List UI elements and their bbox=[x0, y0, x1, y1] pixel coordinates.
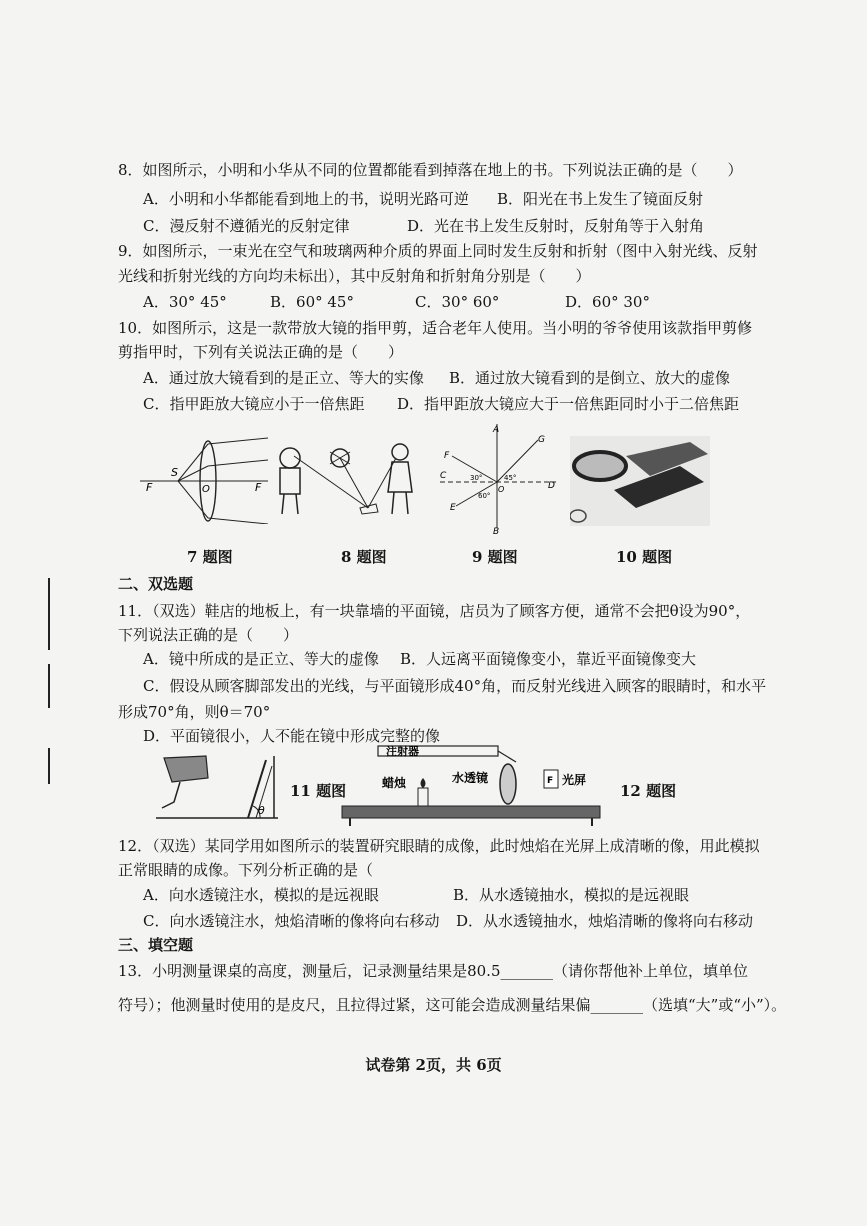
fig12-label-f: F bbox=[547, 776, 554, 786]
fig9-label-c: C bbox=[440, 471, 447, 481]
section-fill-blank: 三、填空题 bbox=[118, 936, 194, 954]
fig8-people-diagram bbox=[272, 438, 432, 522]
q10-option-a: A．通过放大镜看到的是正立、等大的实像 bbox=[143, 369, 424, 387]
q12-option-b: B．从水透镜抽水，模拟的是远视眼 bbox=[453, 886, 690, 904]
fig9-caption: 9 题图 bbox=[472, 548, 518, 566]
fig9-label-o: O bbox=[498, 485, 505, 494]
fig7-caption: 7 题图 bbox=[187, 548, 233, 566]
q9-stem-line1: 9．如图所示，一束光在空气和玻璃两种介质的界面上同时发生反射和折射（图中入射光线、反射 bbox=[118, 242, 758, 260]
q9-option-a: A．30° 45° bbox=[143, 293, 227, 311]
q8-option-d: D．光在书上发生反射时，反射角等于入射角 bbox=[407, 217, 705, 235]
fig7-label-f-left: F bbox=[146, 481, 153, 494]
margin-mark bbox=[48, 578, 50, 650]
fig9-label-e: E bbox=[450, 503, 456, 513]
q10-option-d: D．指甲距放大镜应大于一倍焦距同时小于二倍焦距 bbox=[397, 395, 740, 413]
fig12-caption: 12 题图 bbox=[620, 782, 677, 800]
q8-option-b: B．阳光在书上发生了镜面反射 bbox=[497, 190, 704, 208]
q12-option-a: A．向水透镜注水，模拟的是远视眼 bbox=[143, 886, 379, 904]
fig9-angle-60: 60° bbox=[478, 492, 491, 500]
fig9-label-f: F bbox=[444, 451, 450, 461]
fig11-theta-label: θ bbox=[258, 804, 265, 817]
fig9-label-g: G bbox=[538, 435, 545, 445]
fig9-interface-diagram bbox=[438, 422, 558, 534]
fig10-caption: 10 题图 bbox=[616, 548, 673, 566]
fig9-angle-45: 45° bbox=[504, 474, 517, 482]
q9-option-b: B．60° 45° bbox=[270, 293, 354, 311]
q11-option-d: D．平面镜很小，人不能在镜中形成完整的像 bbox=[143, 727, 441, 745]
fig12-label-lens: 水透镜 bbox=[452, 771, 489, 785]
section-double-choice: 二、双选题 bbox=[118, 575, 194, 593]
q11-option-a: A．镜中所成的是正立、等大的虚像 bbox=[143, 650, 379, 668]
fig11-mirror-diagram bbox=[150, 752, 280, 824]
q9-stem-line2: 光线和折射光线的方向均未标出），其中反射角和折射角分别是（ ） bbox=[118, 267, 591, 285]
q12-option-c: C．向水透镜注水，烛焰清晰的像将向右移动 bbox=[143, 912, 440, 930]
fig7-label-s: S bbox=[171, 466, 178, 479]
margin-mark bbox=[48, 748, 50, 784]
fig12-label-candle: 蜡烛 bbox=[382, 776, 407, 790]
fig8-caption: 8 题图 bbox=[341, 548, 387, 566]
q13-line2: 符号）；他测量时使用的是皮尺，且拉得过紧，这可能会造成测量结果偏_______（选填“大”或“小”）。 bbox=[118, 996, 787, 1014]
fig12-label-syringe: 注射器 bbox=[386, 745, 419, 758]
q11-option-c-line1: C．假设从顾客脚部发出的光线，与平面镜形成40°角，而反射光线进入顾客的眼睛时，和水平 bbox=[143, 677, 767, 695]
q12-stem-line1: 12．（双选）某同学用如图所示的装置研究眼睛的成像，此时烛焰在光屏上成清晰的像，用此模拟 bbox=[118, 837, 760, 855]
fig9-label-a: A bbox=[493, 425, 500, 435]
q13-line1: 13．小明测量课桌的高度，测量后，记录测量结果是80.5_______（请你帮他补上单位，填单位 bbox=[118, 962, 748, 980]
fig9-label-d: D bbox=[548, 481, 555, 491]
q8-option-c: C．漫反射不遵循光的反射定律 bbox=[143, 217, 350, 235]
fig7-label-o: O bbox=[202, 484, 210, 495]
q12-stem-line2: 正常眼睛的成像。下列分析正确的是（ bbox=[118, 861, 374, 879]
fig12-label-screen: 光屏 bbox=[562, 773, 587, 787]
fig9-label-b: B bbox=[493, 527, 500, 534]
page-footer: 试卷第 2页，共 6页 bbox=[365, 1056, 502, 1074]
q8-option-a: A．小明和小华都能看到地上的书，说明光路可逆 bbox=[143, 190, 469, 208]
fig7-lens-diagram bbox=[140, 436, 270, 524]
q12-option-d: D．从水透镜抽水，烛焰清晰的像将向右移动 bbox=[456, 912, 754, 930]
fig11-caption: 11 题图 bbox=[290, 782, 347, 800]
margin-mark bbox=[48, 664, 50, 708]
q9-option-c: C．30° 60° bbox=[415, 293, 500, 311]
q10-option-b: B．通过放大镜看到的是倒立、放大的虚像 bbox=[449, 369, 731, 387]
q10-stem-line1: 10．如图所示，这是一款带放大镜的指甲剪，适合老年人使用。当小明的爷爷使用该款指甲剪修 bbox=[118, 319, 753, 337]
q9-option-d: D．60° 30° bbox=[565, 293, 650, 311]
q10-option-c: C．指甲距放大镜应小于一倍焦距 bbox=[143, 395, 365, 413]
fig7-label-f-right: F bbox=[255, 481, 262, 494]
q11-option-c-line2: 形成70°角，则θ＝70° bbox=[118, 703, 271, 721]
fig12-apparatus-diagram bbox=[338, 742, 604, 826]
q10-stem-line2: 剪指甲时，下列有关说法正确的是（ ） bbox=[118, 343, 404, 361]
fig9-angle-30: 30° bbox=[470, 474, 483, 482]
q11-option-b: B．人远离平面镜像变小，靠近平面镜像变大 bbox=[400, 650, 697, 668]
q8-stem: 8．如图所示，小明和小华从不同的位置都能看到掉落在地上的书。下列说法正确的是（ ） bbox=[118, 161, 743, 179]
q11-stem-line1: 11．（双选）鞋店的地板上，有一块靠墙的平面镜，店员为了顾客方便，通常不会把θ设为90°， bbox=[118, 602, 751, 620]
q11-stem-line2: 下列说法正确的是（ ） bbox=[118, 626, 299, 644]
fig10-nail-clipper-photo bbox=[570, 436, 710, 526]
